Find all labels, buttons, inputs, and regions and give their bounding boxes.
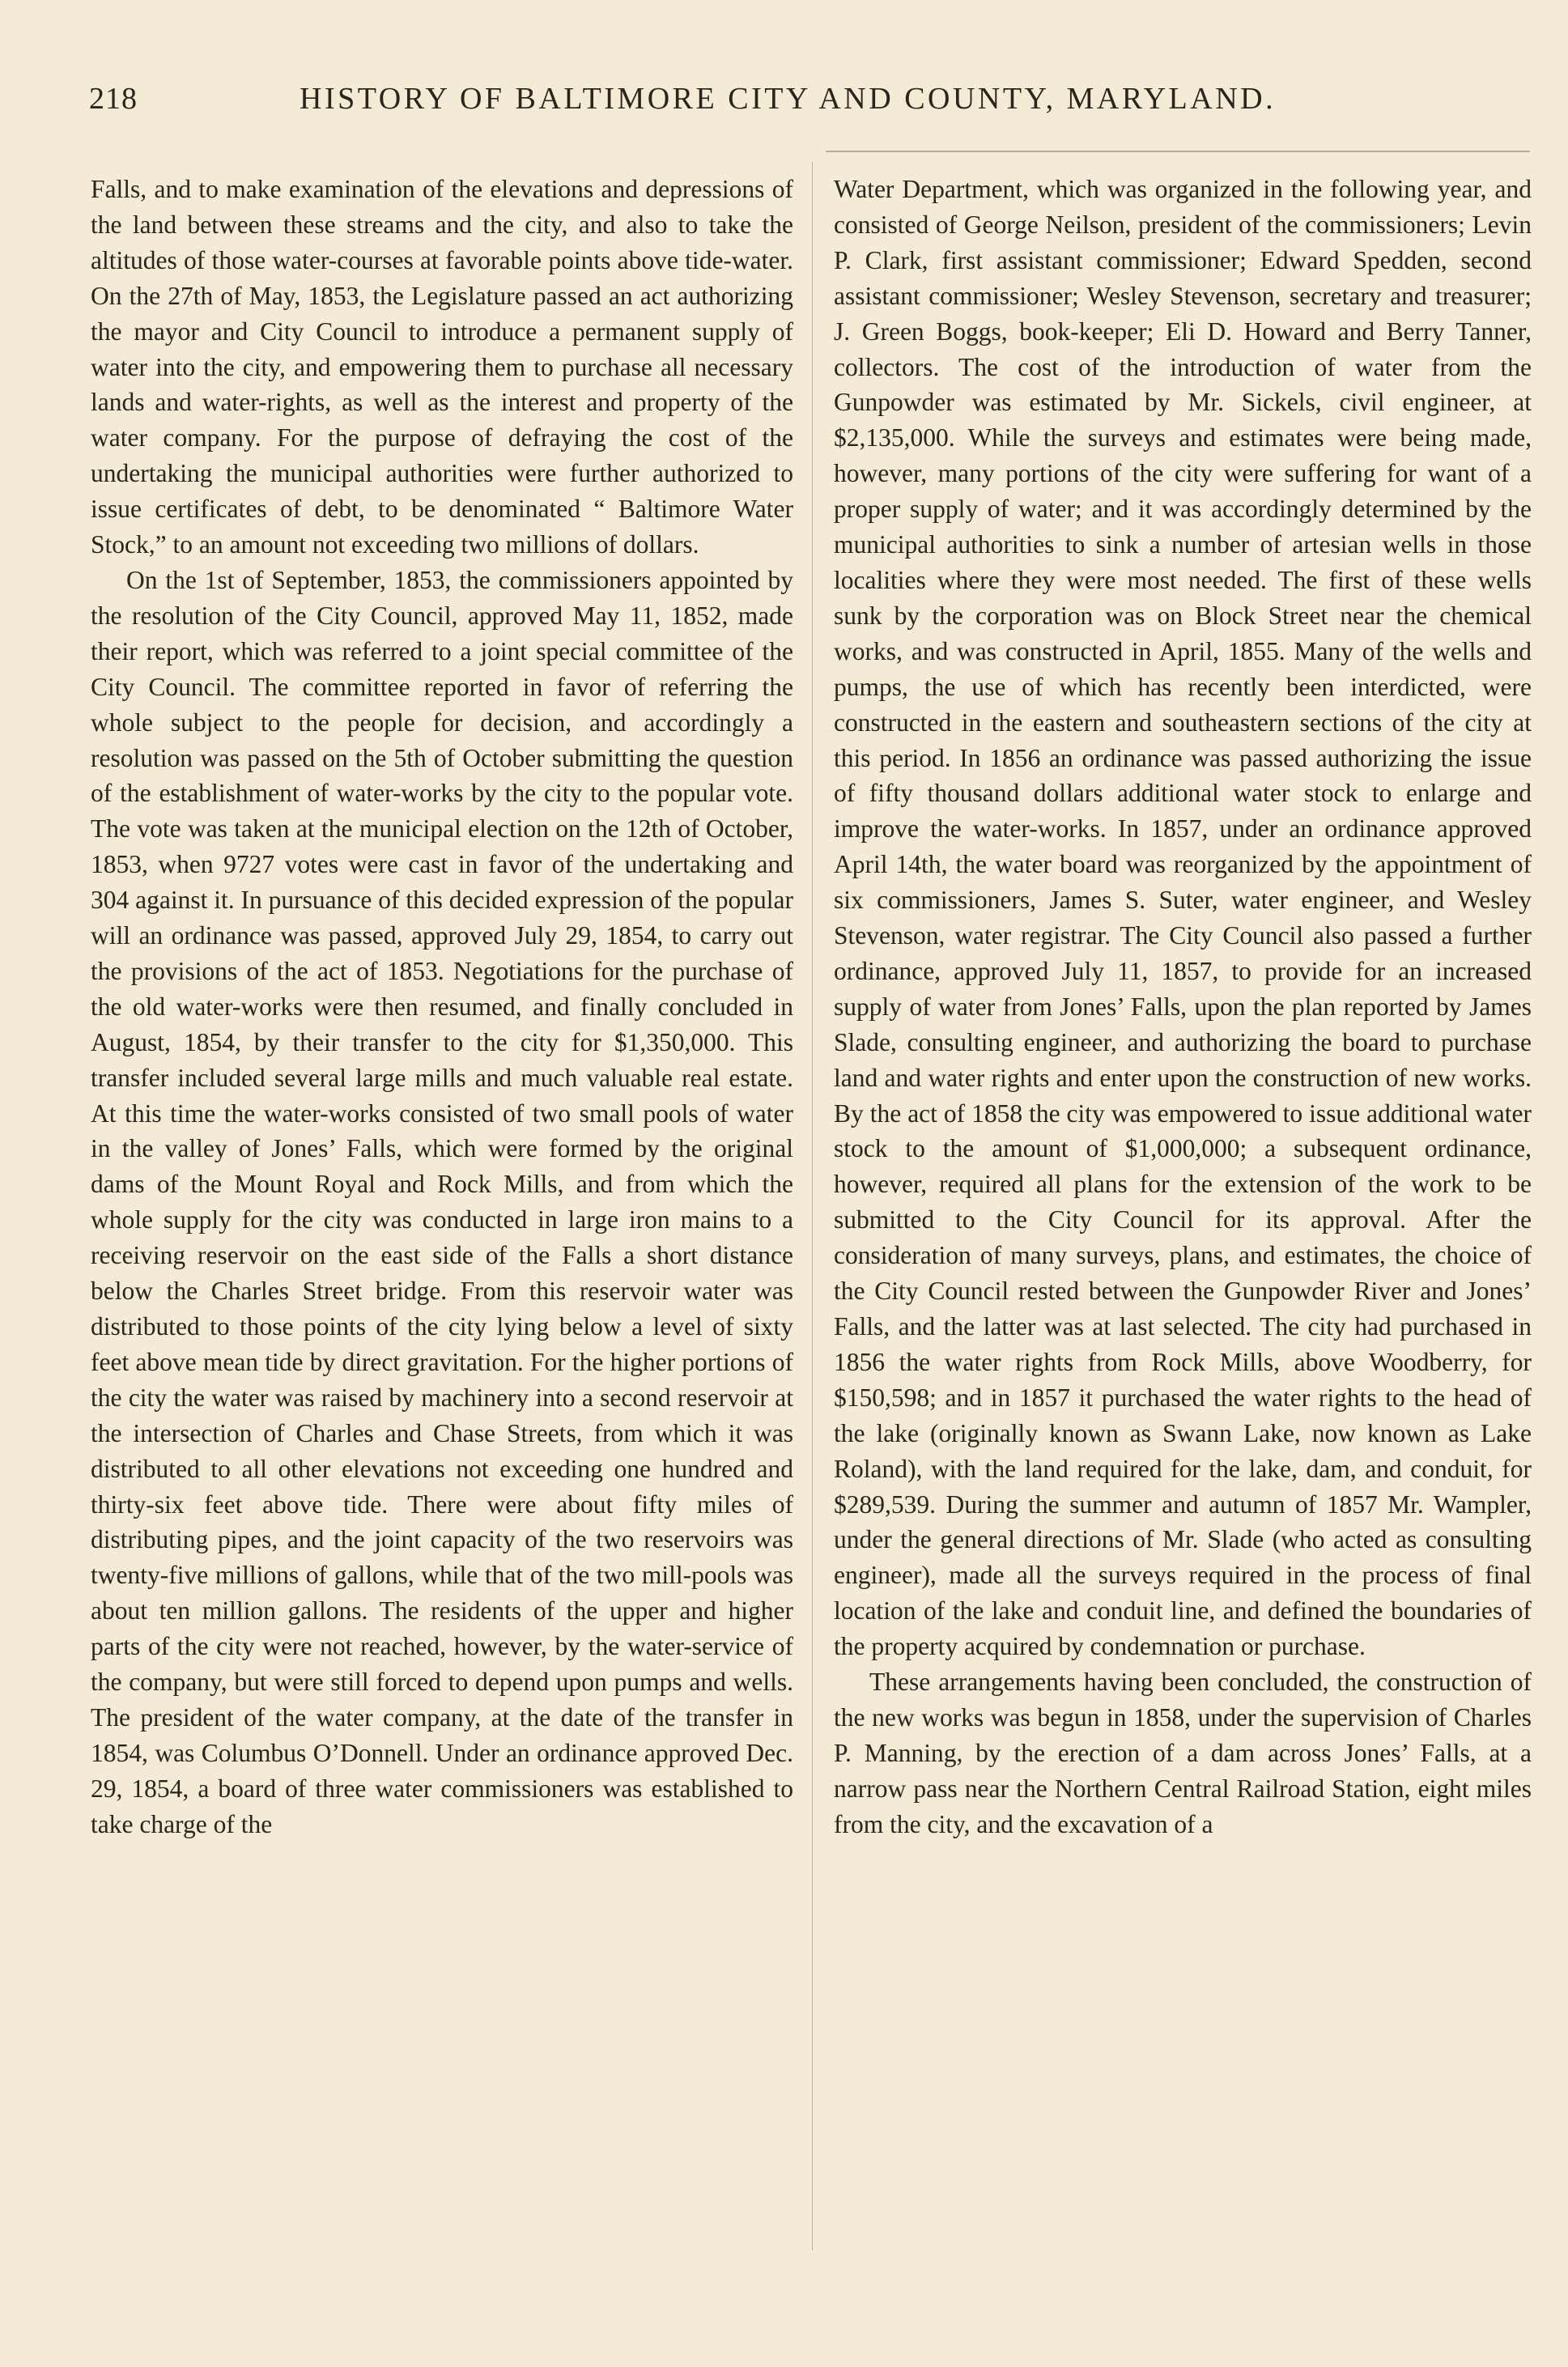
page-number: 218 [89, 82, 138, 116]
column-divider [812, 162, 813, 2250]
running-head: HISTORY OF BALTIMORE CITY AND COUNTY, MARYLAND. [300, 82, 1277, 116]
paragraph: On the 1st of September, 1853, the commissioners appointed by the resolution of the City Council, approved May 11, 1852, made their report, which was referred to a joint special committee of the City Council. The committee reported in favor of referring the whole subject to the people for decision, and accordingly a resolution was passed on the 5th of October submitting the question of the establishment of water-works by the city to the popular vote. The vote was taken at the municipal election on the 12th of October, 1853, when 9727 votes were cast in favor of the undertaking and 304 against it. In pursuance of this decided expression of the popular will an ordinance was passed, approved July 29, 1854, to carry out the provisions of the act of 1853. Negotiations for the purchase of the old water-works were then resumed, and finally concluded in August, 1854, by their transfer to the city for $1,350,000. This transfer included several large mills and much valuable real estate. At this time the water-works consisted of two small pools of water in the valley of Jones’ Falls, which were formed by the original dams of the Mount Royal and Rock Mills, and from which the whole supply for the city was conducted in large iron mains to a receiving reservoir on the east side of the Falls a short distance below the Charles Street bridge. From this reservoir water was distributed to those points of the city lying below a level of sixty feet above mean tide by direct gravitation. For the higher portions of the city the water was raised by machinery into a second reservoir at the intersection of Charles and Chase Streets, from which it was distributed to all other elevations not exceeding one hundred and thirty-six feet above tide. There were about fifty miles of distributing pipes, and the joint capacity of the two reservoirs was twenty-five millions of gallons, while that of the two mill-pools was about ten million gallons. The residents of the upper and higher parts of the city were not reached, however, by the water-service of the company, but were still forced to depend upon pumps and wells. The president of the water company, at the date of the transfer in 1854, was Columbus O’Donnell. Under an ordinance approved Dec. 29, 1854, a board of three water commissioners was established to take charge of the [91, 565, 793, 1838]
paragraph: Falls, and to make examination of the elevations and depressions of the land between these streams and the city, and also to take the altitudes of those water-courses at favorable points above tide-water. On the 27th of May, 1853, the Legislature passed an act authorizing the mayor and City Council to introduce a permanent supply of water into the city, and empowering them to purchase all necessary lands and water-rights, as well as the interest and property of the water company. For the purpose of defraying the cost of the undertaking the municipal authorities were further authorized to issue certificates of debt, to be denominated “ Baltimore Water Stock,” to an amount not exceeding two millions of dollars. [91, 175, 793, 559]
paragraph: These arrangements having been concluded, the construction of the new works was begun in 1858, under the supervision of Charles P. Manning, by the erection of a dam across Jones’ Falls, at a narrow pass near the Northern Central Railroad Station, eight miles from the city, and the excavation of a [834, 1668, 1532, 1838]
header-rule [826, 151, 1530, 152]
paragraph: Water Department, which was organized in the following year, and consisted of George Neilson, president of the commissioners; Levin P. Clark, first assistant commissioner; Edward Spedden, second assistant commissioner; Wesley Stevenson, secretary and treasurer; J. Green Boggs, book-keeper; Eli D. Howard and Berry Tanner, collectors. The cost of the introduction of water from the Gunpowder was estimated by Mr. Sickels, civil engineer, at $2,135,000. While the surveys and estimates were being made, however, many portions of the city were suffering for want of a proper supply of water; and it was accordingly determined by the municipal authorities to sink a number of artesian wells in those localities where they were most needed. The first of these wells sunk by the corporation was on Block Street near the chemical works, and was constructed in April, 1855. Many of the wells and pumps, the use of which has recently been interdicted, were constructed in the eastern and southeastern sections of the city at this period. In 1856 an ordinance was passed authorizing the issue of fifty thousand dollars additional water stock to enlarge and improve the water-works. In 1857, under an ordinance approved April 14th, the water board was reorganized by the appointment of six commissioners, James S. Suter, water engineer, and Wesley Stevenson, water registrar. The City Council also passed a further ordinance, approved July 11, 1857, to provide for an increased supply of water from Jones’ Falls, upon the plan reported by James Slade, consulting engineer, and authorizing the board to purchase land and water rights and enter upon the construction of new works. By the act of 1858 the city was empowered to issue additional water stock to the amount of $1,000,000; a subsequent ordinance, however, required all plans for the extension of the work to be submitted to the City Council for its approval. After the consideration of many surveys, plans, and estimates, the choice of the City Council rested between the Gunpowder River and Jones’ Falls, and the latter was at last selected. The city had purchased in 1856 the water rights from Rock Mills, above Woodberry, for $150,598; and in 1857 it purchased the water rights to the head of the lake (originally known as Swann Lake, now known as Lake Roland), with the land required for the lake, dam, and conduit, for $289,539. During the summer and autumn of 1857 Mr. Wampler, under the general directions of Mr. Slade (who acted as consulting engineer), made all the surveys required in the process of final location of the lake and conduit line, and defined the boundaries of the property acquired by condemnation or purchase. [834, 175, 1532, 1661]
page-header [89, 81, 1530, 138]
left-column [91, 172, 793, 2260]
right-column [834, 172, 1532, 2260]
